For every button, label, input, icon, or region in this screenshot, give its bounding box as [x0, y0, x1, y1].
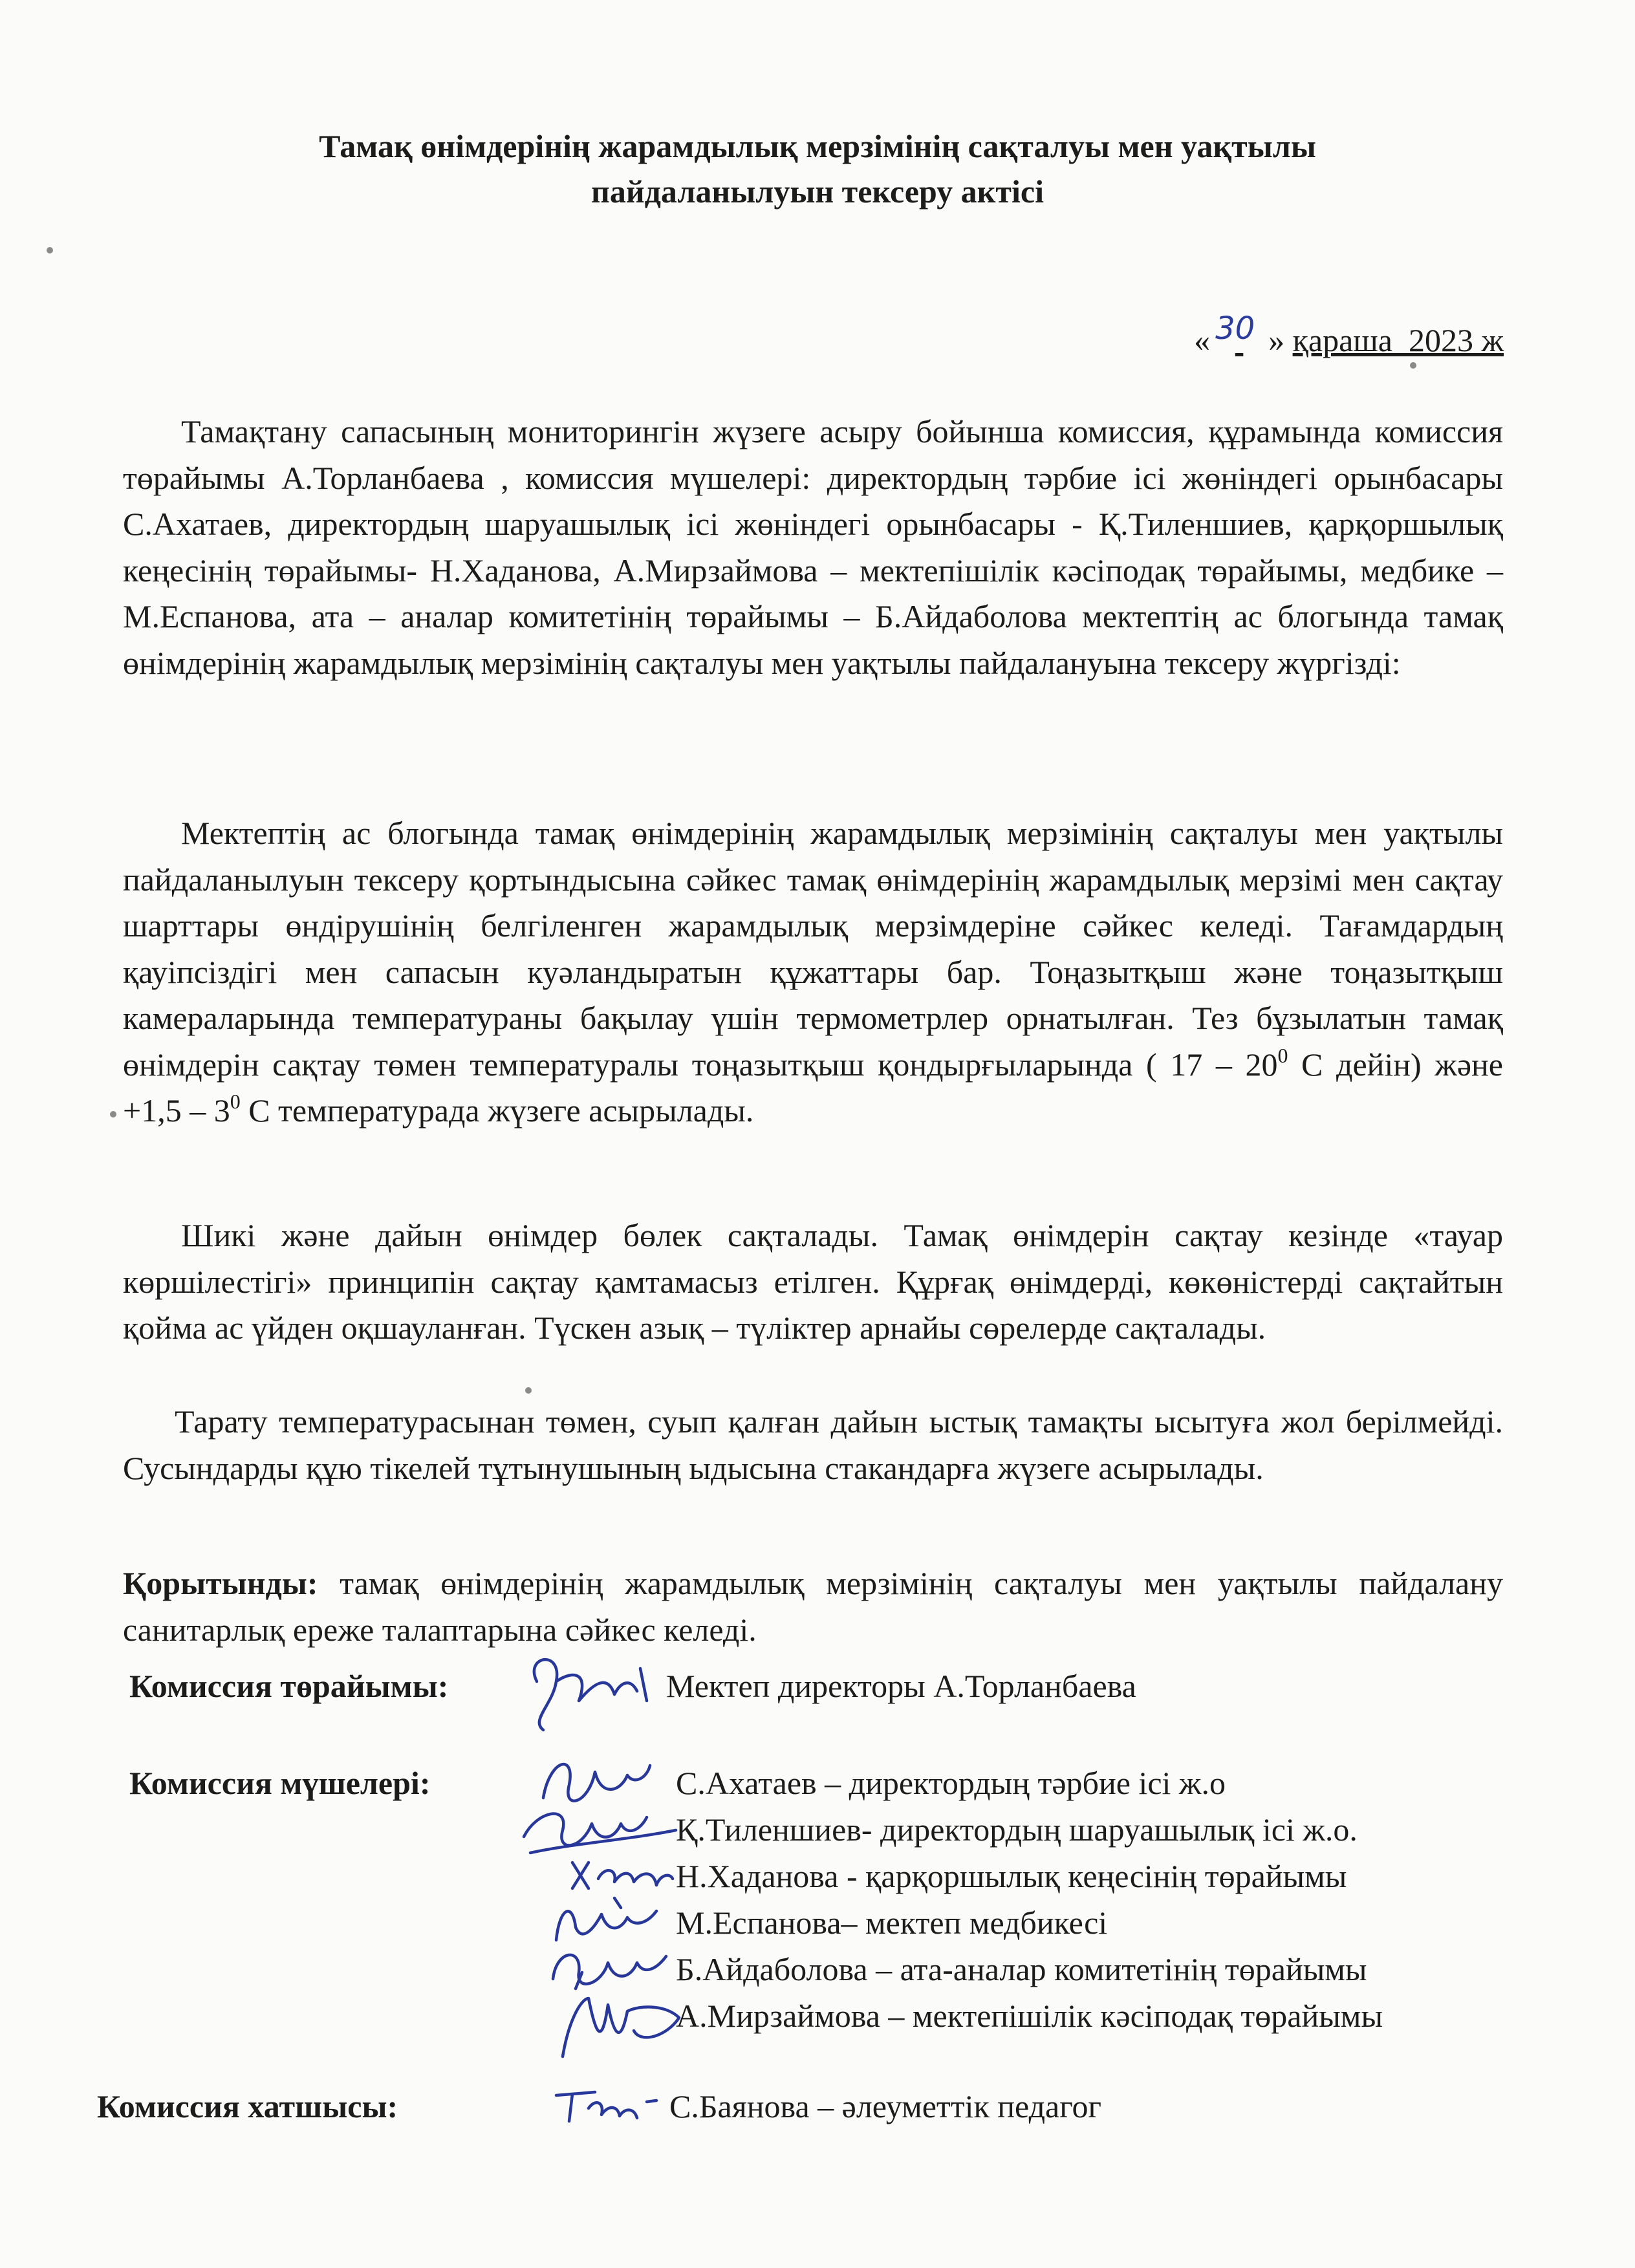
date-month-year: қараша 2023 ж: [1292, 322, 1504, 358]
secretary-label: Комиссия хатшысы:: [97, 2088, 398, 2124]
date-day-handwritten: 30: [1215, 310, 1255, 347]
mirzaimova-signature: [537, 1979, 692, 2069]
members-label: Комиссия мүшелері:: [129, 1765, 431, 1801]
document-title-line2: пайдаланылуын тексеру актісі: [591, 173, 1044, 210]
member-espanova: М.Еспанова– мектеп медбикесі: [676, 1905, 1108, 1941]
paragraph-conclusion: [123, 1561, 1503, 1653]
member-tilenshiev: Қ.Тиленшиев- директордың шаруашылық ісі ж.о.: [676, 1811, 1358, 1848]
scan-speck: [110, 1111, 116, 1118]
scan-speck: [1410, 362, 1416, 369]
date-close-quote: »: [1268, 322, 1285, 358]
scan-speck: [525, 1387, 532, 1394]
paragraph2-text-c: С температурада жүзеге асырылады.: [240, 1092, 754, 1129]
paragraph-inspection-results: [123, 810, 1503, 1134]
degree-superscript-1: 0: [1277, 1043, 1288, 1067]
paragraph2-text-b: С дейін) және +1,5 – 3: [123, 1046, 1503, 1129]
chair-label: Комиссия төрайымы:: [129, 1668, 449, 1704]
chair-signature: [517, 1643, 666, 1740]
member-khadanova: Н.Хаданова - қарқоршылық кеңесінің төрайымы: [676, 1858, 1347, 1894]
paragraph-serving: Тарату температурасынан төмен, суып қалған дайын ыстық тамақты ысытуға жол берілмейді. Сусындарды құю тікелей тұтынушының ыдысына стакандарға жүзеге асырылады.: [123, 1403, 1503, 1486]
secretary-name: С.Баянова – әлеуметтік педагог: [669, 2088, 1101, 2124]
member-akhataev: С.Ахатаев – директордың тәрбие ісі ж.о: [676, 1765, 1226, 1801]
scan-speck: [47, 247, 53, 254]
member-mirzaimova: А.Мирзаймова – мектепішілік кәсіподақ төрайымы: [676, 1998, 1383, 2034]
degree-superscript-2: 0: [230, 1090, 241, 1113]
paragraph-commission: Тамақтану сапасының мониторингін жүзеге асыру бойынша комиссия, құрамында комиссия төрайымы А.Торланбаева , комиссия мүшелері: директордың тәрбие ісі жөніндегі орынбасары С.Ахатаев, директордың шаруашылық ісі жөніндегі орынбасары - Қ.Тиленшиев, қарқоршылық кеңесінің төрайымы- Н.Хаданова, А.Мирзаймова – мектепішілік кәсіподақ төрайымы, медбике – М.Еспанова, ата – аналар комитетінің төрайымы – Б.Айдаболова мектептің ас блогында тамақ өнімдерінің жарамдылық мерзімінің сақталуы мен уақтылы пайдалануына тексеру жүргізді:: [123, 413, 1503, 681]
chair-name: Мектеп директоры А.Торланбаева: [666, 1668, 1136, 1704]
secretary-signature: [543, 2069, 666, 2134]
member-aidabolova: Б.Айдаболова – ата-аналар комитетінің төрайымы: [676, 1951, 1367, 1987]
date-day-blank: [1210, 310, 1268, 362]
date-open-quote: «: [1194, 322, 1211, 358]
document-title-line1: Тамақ өнімдерінің жарамдылық мерзімінің сақталуы мен уақтылы: [319, 128, 1316, 164]
paragraph-storage: Шикі және дайын өнімдер бөлек сақталады. Тамақ өнімдерін сақтау кезінде «тауар көршілестігі» принципін сақтау қамтамасыз етілген. Құрғақ өнімдерді, көкөністерді сақтайтын қойма ас үйден оқшауланған. Түскен азық – түліктер арнайы сөрелерде сақталады.: [123, 1217, 1503, 1346]
document-date: [1194, 310, 1504, 362]
conclusion-label: Қорытынды:: [123, 1565, 318, 1601]
paragraph2-text-a: Мектептің ас блогында тамақ өнімдерінің жарамдылық мерзімінің сақталуы мен уақтылы пайдаланылуын тексеру қортындысына сәйкес тамақ өнімдерінің жарамдылық мерзімі мен сақтау шарттары өндірушінің белгіленген жарамдылық мерзімдеріне сәйкес келеді. Тағамдардың қауіпсіздігі мен сапасын куәландыратын құжаттары бар. Тоңазытқыш және тоңазытқыш камераларында температураны бақылау үшін термометрлер орнатылған. Тез бұзылатын тамақ өнімдерін сақтау төмен температуралы тоңазытқыш қондырғыларында ( 17 – 20: [123, 815, 1503, 1083]
conclusion-text: тамақ өнімдерінің жарамдылық мерзімінің сақталуы мен уақтылы пайдалану санитарлық ереже талаптарына сәйкес келеді.: [123, 1565, 1503, 1648]
